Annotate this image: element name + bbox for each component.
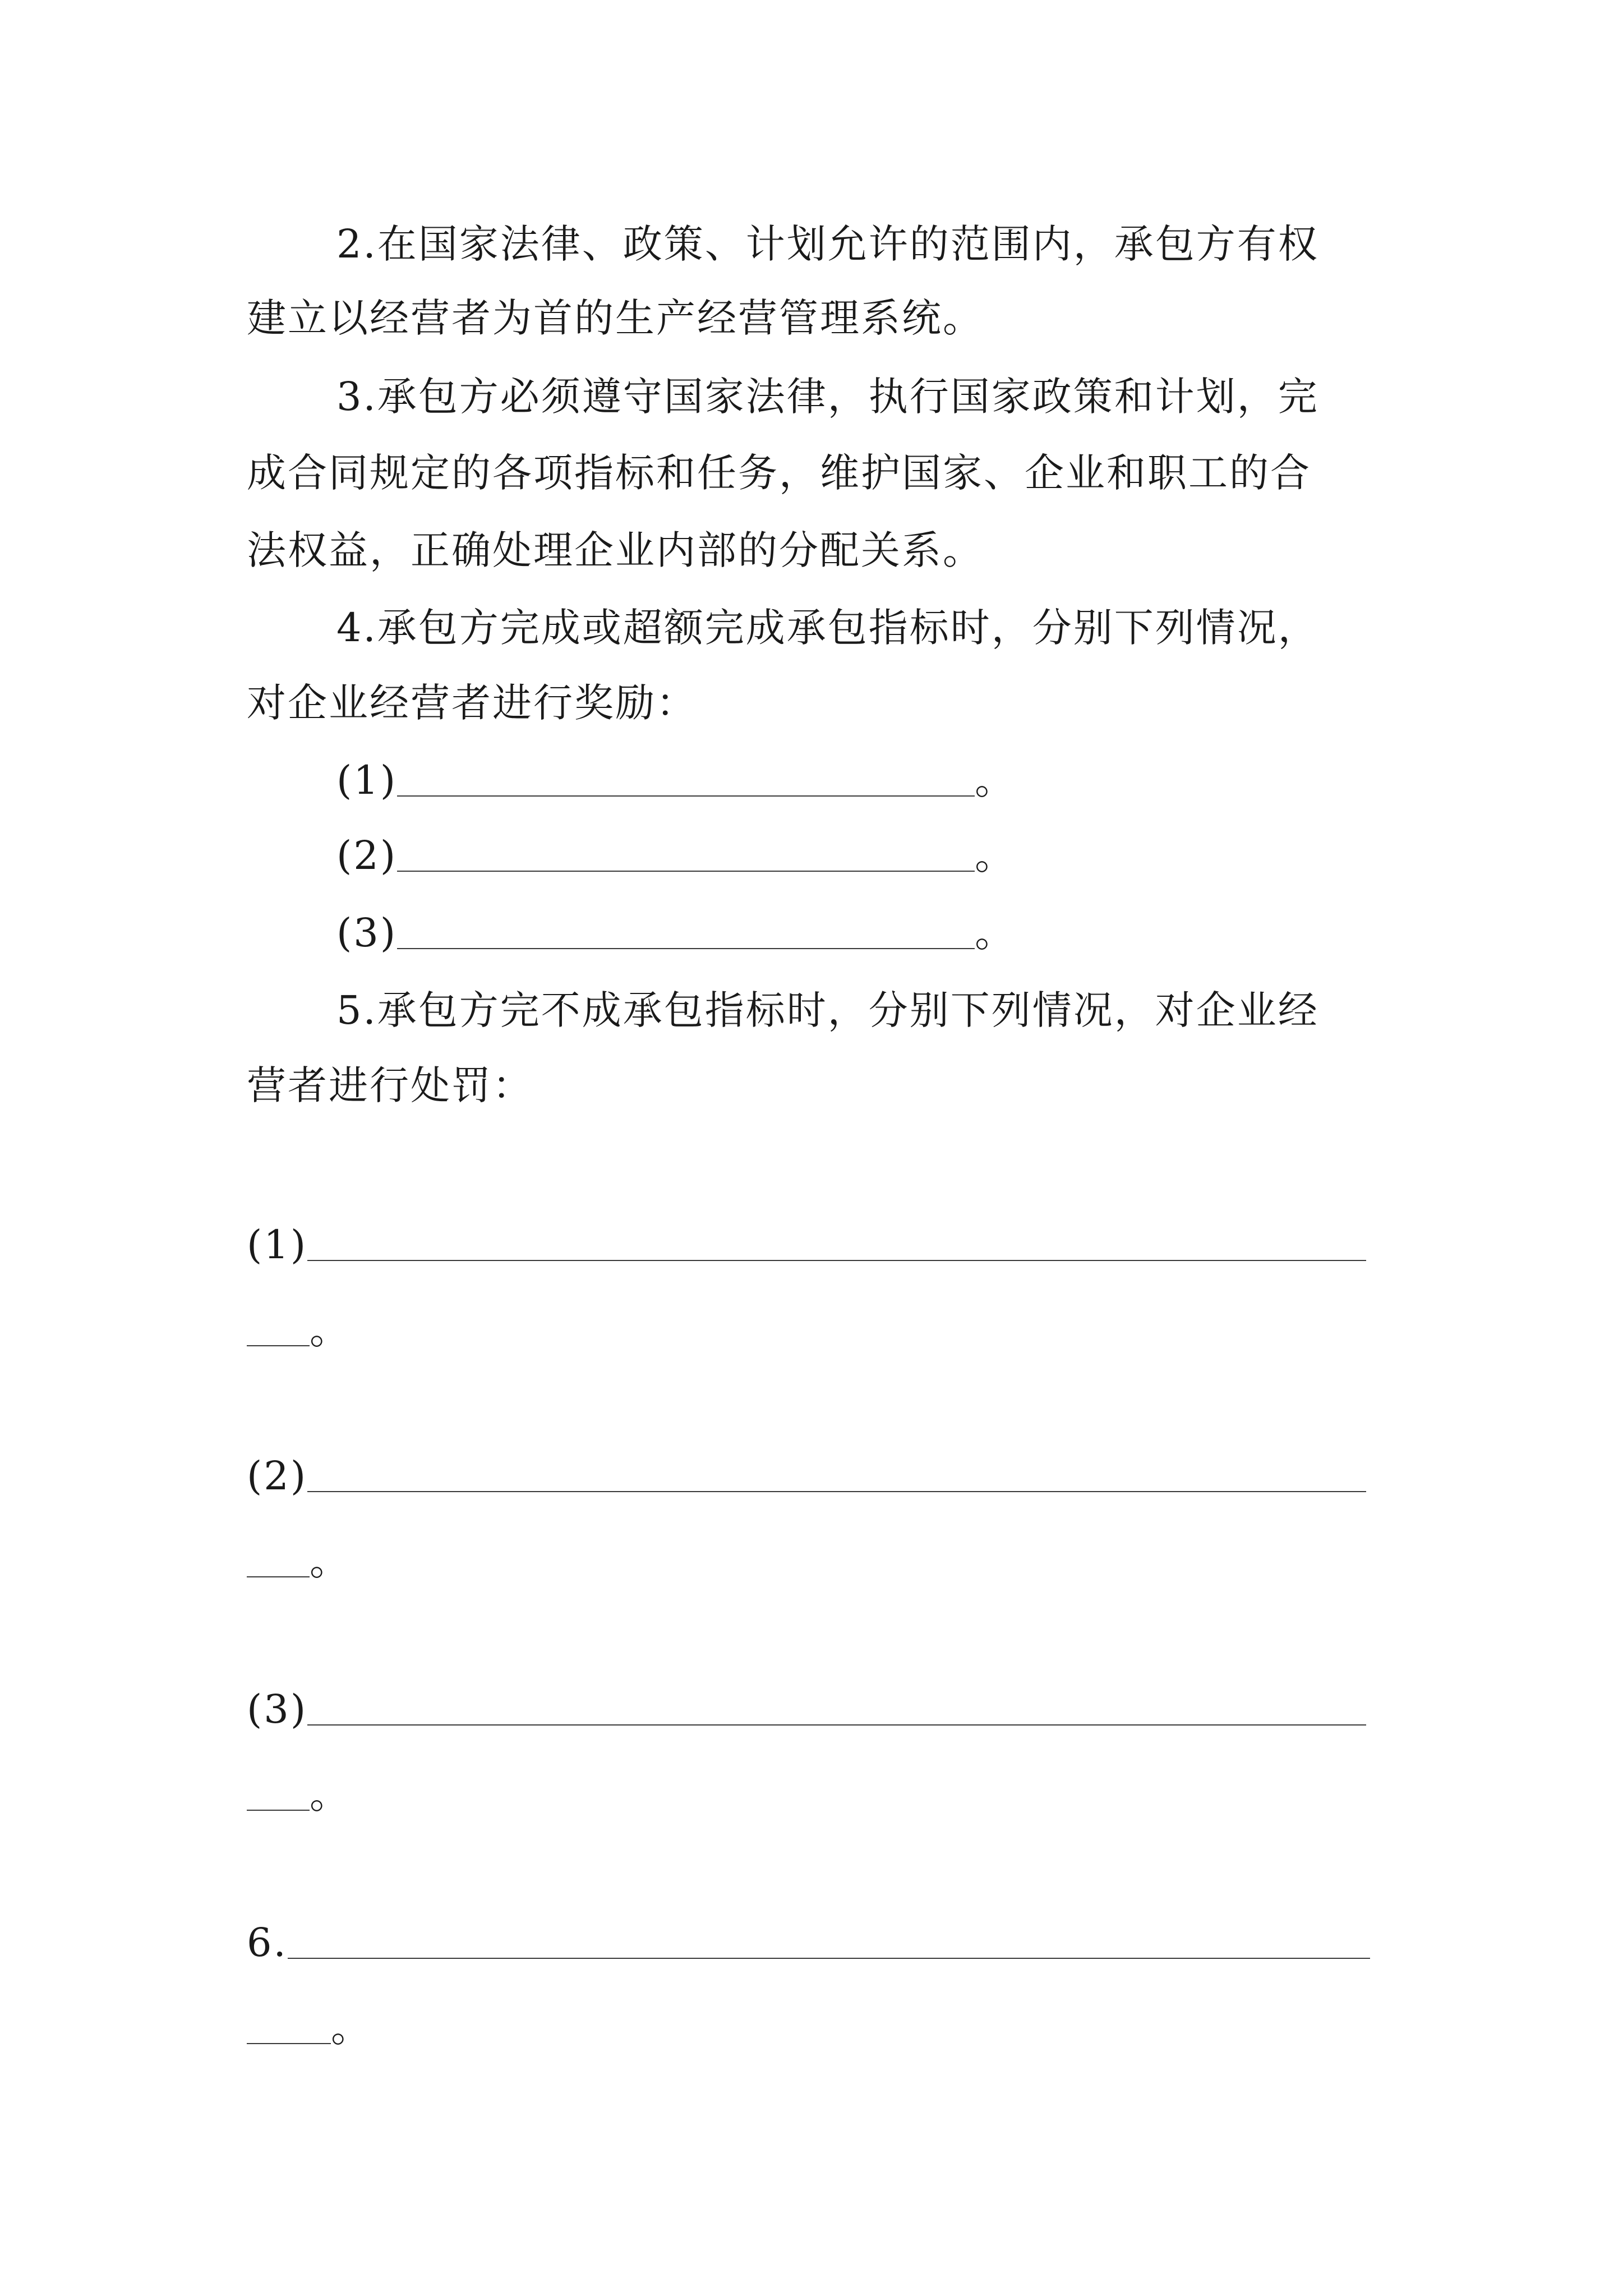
blank-line <box>247 1997 331 2059</box>
blank-line <box>307 1678 1366 1740</box>
item4-line2: 对企业经营者进行奖励： <box>247 680 697 726</box>
blank-line <box>397 749 975 811</box>
item6-label: 6. <box>247 1920 288 1966</box>
blank-line <box>307 1445 1366 1507</box>
penalty-item-2-cont <box>247 1530 351 1592</box>
item6 <box>247 1912 1370 1973</box>
item5-line2: 营者进行处罚： <box>247 1062 533 1108</box>
penalty-item-label: (3) <box>247 1686 308 1732</box>
penalty-item-end: 。 <box>310 1307 351 1353</box>
penalty-item-3-cont <box>247 1764 351 1825</box>
item3-line1: 3.承包方必须遵守国家法律，执行国家政策和计划，完 <box>336 374 1319 420</box>
reward-item-label: (3) <box>336 910 398 956</box>
blank-line <box>307 1214 1366 1276</box>
blank-line <box>397 902 975 964</box>
reward-item-end: 。 <box>975 910 1016 956</box>
item6-end: 。 <box>331 2005 372 2051</box>
reward-item-label: (2) <box>336 832 398 878</box>
reward-item-end: 。 <box>975 757 1016 803</box>
item3-line2: 成合同规定的各项指标和任务，维护国家、企业和职工的合 <box>247 450 1311 496</box>
penalty-item-label: (1) <box>247 1222 308 1268</box>
blank-line <box>247 1299 310 1361</box>
item2-line1: 2.在国家法律、政策、计划允许的范围内，承包方有权 <box>336 221 1319 267</box>
blank-line <box>247 1530 310 1592</box>
reward-item-2 <box>336 825 1016 886</box>
penalty-item-end: 。 <box>310 1538 351 1584</box>
item5-line1: 5.承包方完不成承包指标时，分别下列情况，对企业经 <box>336 987 1319 1033</box>
blank-line <box>397 825 975 886</box>
blank-line <box>288 1912 1370 1973</box>
reward-item-label: (1) <box>336 757 398 803</box>
penalty-item-label: (2) <box>247 1453 308 1499</box>
penalty-item-2 <box>247 1445 1366 1507</box>
item6-cont <box>247 1997 372 2059</box>
item4-line1: 4.承包方完成或超额完成承包指标时，分别下列情况， <box>336 605 1319 651</box>
penalty-item-3 <box>247 1678 1366 1740</box>
reward-item-1 <box>336 749 1016 811</box>
penalty-item-end: 。 <box>310 1772 351 1818</box>
blank-line <box>247 1764 310 1825</box>
penalty-item-1 <box>247 1214 1366 1276</box>
reward-item-3 <box>336 902 1016 964</box>
penalty-item-1-cont <box>247 1299 351 1361</box>
reward-item-end: 。 <box>975 832 1016 878</box>
item2-line2: 建立以经营者为首的生产经营管理系统。 <box>247 295 984 341</box>
item3-line3: 法权益，正确处理企业内部的分配关系。 <box>247 527 984 573</box>
